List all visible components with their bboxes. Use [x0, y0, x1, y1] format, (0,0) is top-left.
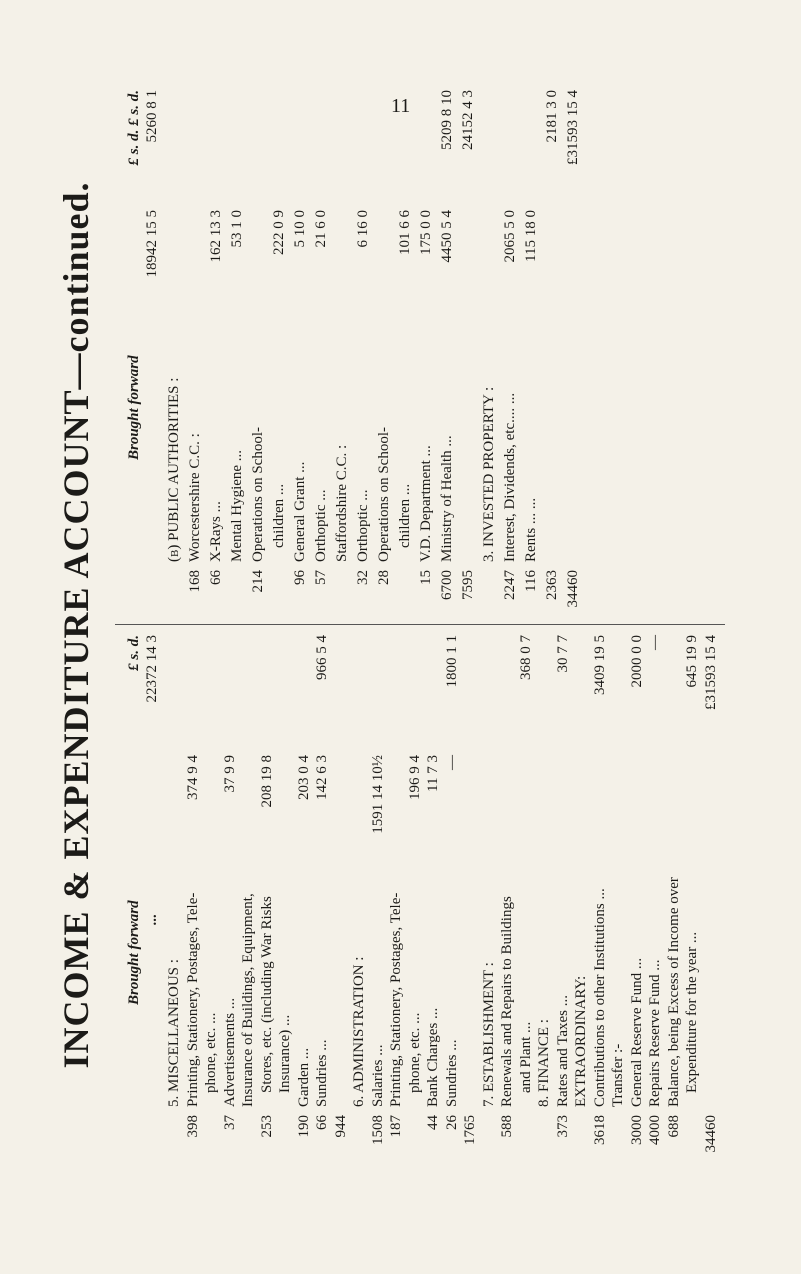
previous-year-amount: 26	[443, 1115, 460, 1130]
previous-year-amount: 253	[258, 1115, 275, 1138]
row-label: Balance, being Excess of Income over	[665, 877, 682, 1107]
account-row	[202, 625, 220, 1165]
detail-amount: 5 10 0	[292, 210, 308, 248]
account-row	[332, 625, 350, 1165]
account-row	[350, 625, 368, 1165]
previous-year-amount: 214	[250, 570, 266, 593]
account-row	[522, 80, 540, 620]
row-label: Printing, Stationery, Postages, Tele-	[388, 892, 404, 1107]
total-amount: 1800 1 1	[443, 635, 460, 688]
account-row	[564, 80, 582, 620]
previous-year-amount: 190	[295, 1115, 312, 1138]
brought-forward-row-income	[143, 80, 161, 620]
account-row	[270, 80, 288, 620]
row-label: Salaries ...	[369, 1044, 386, 1107]
previous-year-amount: 944	[332, 1115, 349, 1138]
account-row	[424, 625, 442, 1165]
row-label: (b) PUBLIC AUTHORITIES :	[166, 377, 182, 562]
row-label: children ...	[271, 483, 287, 548]
account-row	[369, 625, 387, 1165]
account-row	[387, 625, 405, 1165]
previous-year-amount: 116	[523, 570, 539, 592]
currency-header: £ s. d.	[126, 635, 142, 671]
previous-year-amount: 28	[376, 570, 392, 585]
row-label: Mental Hygiene ...	[229, 449, 245, 562]
total-amount: £31593 15 4	[565, 90, 581, 165]
total-amount: 2000 0 0	[628, 635, 645, 688]
expenditure-header-row	[125, 625, 143, 1165]
total-amount: 3409 19 5	[591, 635, 608, 695]
previous-year-amount: 688	[665, 1115, 682, 1138]
row-label: Stores, etc. (including War Risks	[258, 896, 275, 1093]
previous-year-amount: 398	[184, 1115, 201, 1138]
income-section	[125, 80, 725, 620]
account-row	[276, 625, 294, 1165]
detail-amount: 115 18 0	[523, 210, 539, 262]
previous-year-amount: 7595	[460, 570, 476, 600]
row-label: X-Rays ...	[208, 501, 224, 562]
row-label: Rents ... ...	[523, 497, 539, 562]
account-row	[554, 625, 572, 1165]
income-header-row	[125, 80, 143, 620]
row-label: Rates and Taxes ...	[554, 995, 571, 1107]
brought-forward-dots: ...	[144, 913, 160, 925]
detail-amount: 37 9 9	[221, 755, 238, 793]
row-label: 8. FINANCE :	[536, 1019, 552, 1107]
account-row	[295, 625, 313, 1165]
previous-year-amount: 34460	[702, 1115, 719, 1153]
row-label: Staffordshire C.C. :	[334, 444, 350, 562]
row-label: Interest, Dividends, etc.... ...	[502, 392, 518, 562]
expenditure-section	[125, 625, 725, 1165]
previous-year-amount: 15	[418, 570, 434, 585]
row-label: Garden ...	[295, 1047, 312, 1107]
account-row	[186, 80, 204, 620]
page-number: 11	[391, 95, 411, 117]
row-label: Orthoptic ...	[355, 489, 371, 562]
detail-amount: 53 1 0	[229, 210, 245, 248]
brought-forward-total: 22372 14 3	[144, 635, 160, 703]
row-label: Printing, Stationery, Postages, Tele-	[184, 892, 201, 1107]
brought-forward-label: Brought forward	[126, 900, 142, 1005]
account-row	[480, 80, 498, 620]
detail-amount: 162 13 3	[208, 210, 224, 263]
previous-year-amount: 373	[554, 1115, 571, 1138]
previous-year-amount: 2363	[544, 570, 560, 600]
account-row	[591, 625, 609, 1165]
account-row	[438, 80, 456, 620]
brought-forward-label-income: Brought forward	[126, 355, 142, 460]
total-amount: 5209 8 10	[439, 90, 455, 150]
previous-year-amount: 57	[313, 570, 329, 585]
row-label: Renewals and Repairs to Buildings	[499, 896, 515, 1107]
previous-year-amount: 96	[292, 570, 308, 585]
detail-amount: 374 9 4	[184, 755, 201, 800]
account-row	[572, 625, 590, 1165]
account-row	[375, 80, 393, 620]
row-label: Insurance of Buildings, Equipment,	[240, 893, 256, 1107]
account-row	[517, 625, 535, 1165]
detail-amount: 11 7 3	[425, 755, 441, 792]
brought-forward-row	[143, 625, 161, 1165]
account-row	[406, 625, 424, 1165]
row-label: Bank Charges ...	[425, 1007, 441, 1107]
row-label: Insurance) ...	[277, 1014, 293, 1093]
total-amount: 30 7 7	[554, 635, 571, 673]
row-label: children ...	[397, 483, 413, 548]
account-row	[291, 80, 309, 620]
account-row	[312, 80, 330, 620]
previous-year-amount: 44	[425, 1115, 441, 1130]
account-row	[501, 80, 519, 620]
detail-amount: 101 6 6	[397, 210, 413, 255]
detail-amount: 196 9 4	[406, 755, 423, 800]
row-label: phone, etc. ...	[203, 1012, 219, 1093]
account-row	[207, 80, 225, 620]
total-amount: —	[647, 635, 663, 650]
brought-forward-c2: 18942 15 5	[144, 210, 160, 278]
total-amount: £31593 15 4	[702, 635, 719, 710]
detail-amount: 222 0 9	[271, 210, 287, 255]
account-row	[702, 625, 720, 1165]
row-label: Sundries ...	[314, 1039, 330, 1107]
row-label: 6. ADMINISTRATION :	[351, 956, 367, 1107]
row-label: Expenditure for the year ...	[684, 931, 700, 1093]
account-row	[459, 80, 477, 620]
account-row	[443, 625, 461, 1165]
previous-year-amount: 32	[355, 570, 371, 585]
row-label: Repairs Reserve Fund ...	[647, 959, 663, 1107]
previous-year-amount: 34460	[565, 570, 581, 608]
account-row	[333, 80, 351, 620]
row-label: Operations on School-	[376, 427, 392, 562]
rotated-page	[55, 85, 725, 1165]
account-row	[646, 625, 664, 1165]
account-row	[249, 80, 267, 620]
account-row	[354, 80, 372, 620]
account-row	[165, 80, 183, 620]
total-amount: 2181 3 0	[544, 90, 560, 143]
row-label: and Plant ...	[517, 1021, 534, 1093]
account-row	[665, 625, 683, 1165]
total-amount: 645 19 9	[684, 635, 700, 688]
account-row	[228, 80, 246, 620]
detail-amount: 208 19 8	[258, 755, 275, 808]
detail-amount: 21 6 0	[313, 210, 329, 248]
row-label: General Reserve Fund ...	[628, 957, 645, 1107]
detail-amount: 203 0 4	[295, 755, 312, 800]
row-label: Orthoptic ...	[313, 489, 329, 562]
currency-header-income: £ s. d. £ s. d.	[126, 90, 142, 166]
previous-year-amount: 3000	[628, 1115, 645, 1145]
row-label: Worcestershire C.C. :	[187, 433, 203, 562]
page-title: INCOME & EXPENDITURE ACCOUNT—continued.	[56, 181, 96, 1069]
row-label: Contributions to other Institutions ...	[591, 888, 608, 1107]
account-row	[258, 625, 276, 1165]
row-label: V.D. Department ...	[418, 445, 434, 562]
account-row	[396, 80, 414, 620]
row-label: EXTRAORDINARY:	[573, 975, 589, 1107]
row-label: General Grant ...	[292, 461, 308, 562]
account-row	[461, 625, 479, 1165]
detail-amount: 142 6 3	[314, 755, 330, 800]
total-amount: 24152 4 3	[460, 90, 476, 150]
account-row	[313, 625, 331, 1165]
account-row	[480, 625, 498, 1165]
account-row	[683, 625, 701, 1165]
previous-year-amount: 588	[499, 1115, 515, 1138]
previous-year-amount: 2247	[502, 570, 518, 600]
previous-year-amount: 187	[388, 1115, 404, 1138]
total-amount: 966 5 4	[314, 635, 330, 680]
row-label: 7. ESTABLISHMENT :	[480, 962, 497, 1107]
account-row	[498, 625, 516, 1165]
total-amount: 368 0 7	[517, 635, 534, 680]
account-row	[184, 625, 202, 1165]
brought-forward-c3: 5260 8 1	[144, 90, 160, 143]
previous-year-amount: 66	[314, 1115, 330, 1130]
previous-year-amount: 1508	[369, 1115, 386, 1145]
previous-year-amount: 66	[208, 570, 224, 585]
detail-amount: 175 0 0	[418, 210, 434, 255]
row-label: phone, etc. ...	[406, 1012, 423, 1093]
row-label: 5. MISCELLANEOUS :	[166, 959, 182, 1107]
detail-amount: 6 16 0	[355, 210, 371, 248]
account-row	[417, 80, 435, 620]
account-row	[628, 625, 646, 1165]
row-label: 3. INVESTED PROPERTY :	[481, 386, 497, 562]
detail-amount: 2065 5 0	[502, 210, 518, 263]
account-row	[221, 625, 239, 1165]
row-label: Operations on School-	[250, 427, 266, 562]
account-row	[609, 625, 627, 1165]
account-row	[535, 625, 553, 1165]
account-row	[543, 80, 561, 620]
row-label: Ministry of Health ...	[439, 435, 455, 562]
account-row	[239, 625, 257, 1165]
detail-amount: —	[443, 755, 460, 770]
detail-amount: 1591 14 10½	[369, 755, 386, 834]
previous-year-amount: 6700	[439, 570, 455, 600]
row-label: Sundries ...	[443, 1039, 460, 1107]
previous-year-amount: 1765	[462, 1115, 478, 1145]
detail-amount: 4450 5 4	[439, 210, 455, 263]
previous-year-amount: 4000	[647, 1115, 663, 1145]
row-label: Transfer :-	[610, 1043, 626, 1107]
previous-year-amount: 168	[187, 570, 203, 593]
previous-year-amount: 3618	[591, 1115, 608, 1145]
account-row	[165, 625, 183, 1165]
previous-year-amount: 37	[221, 1115, 238, 1130]
row-label: Advertisements ...	[221, 997, 238, 1107]
